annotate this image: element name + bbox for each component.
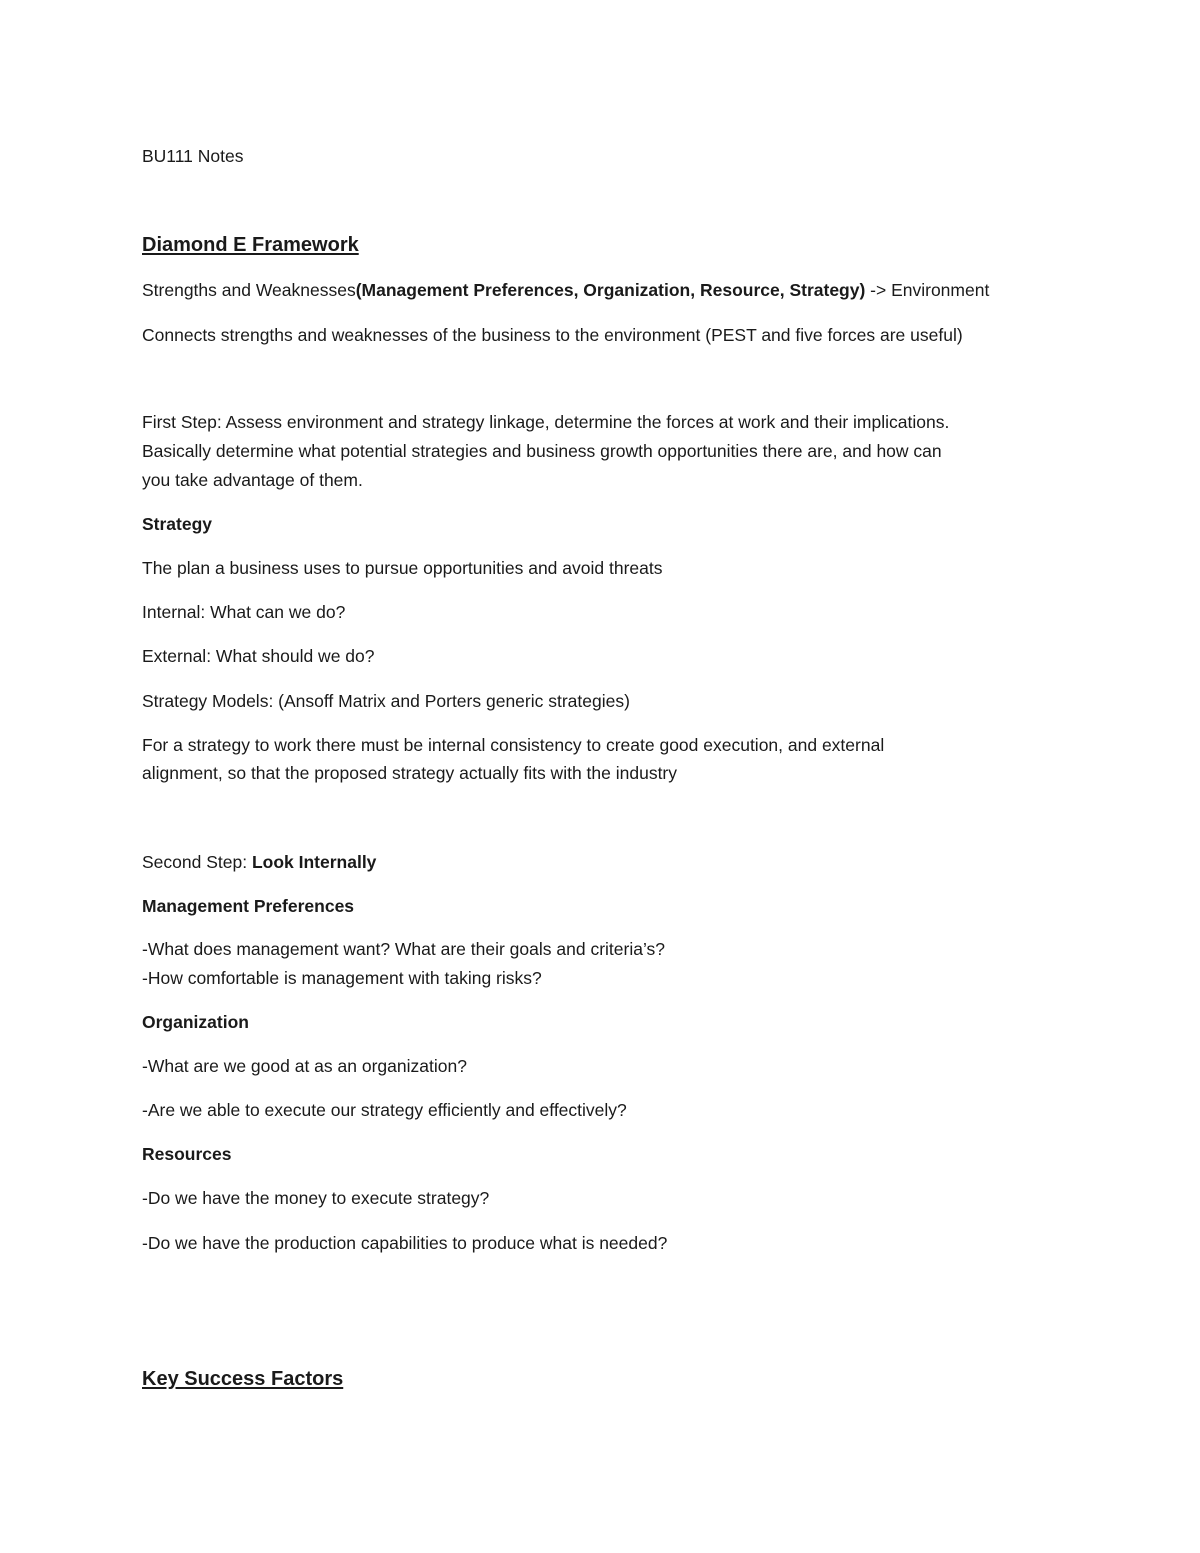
second-step-line (142, 851, 376, 873)
resources-question-1: -Do we have the money to execute strategy? (142, 1188, 490, 1208)
section-heading-diamond-e: Diamond E Framework (142, 234, 359, 256)
connects-line: Connects strengths and weaknesses of the business to the environment (PEST and five forces are useful) (142, 325, 963, 345)
management-preferences-heading: Management Preferences (142, 896, 355, 916)
resources-question-2: -Do we have the production capabilities to produce what is needed? (142, 1233, 668, 1253)
section-heading-key-success-factors: Key Success Factors (142, 1368, 344, 1390)
strengths-weaknesses-line (142, 279, 989, 301)
first-step-line-2: Basically determine what potential strategies and business growth opportunities there are, and how can (142, 441, 942, 461)
first-step-line-3: you take advantage of them. (142, 470, 363, 490)
first-step-line-1: First Step: Assess environment and strategy linkage, determine the forces at work and their implications. (142, 412, 950, 432)
strategy-definition: The plan a business uses to pursue opportunities and avoid threats (142, 558, 663, 578)
strategy-internal: Internal: What can we do? (142, 602, 346, 622)
strategy-models: Strategy Models: (Ansoff Matrix and Porters generic strategies) (142, 691, 630, 711)
strategy-heading: Strategy (142, 514, 213, 534)
organization-question-1: -What are we good at as an organization? (142, 1056, 467, 1076)
organization-question-2: -Are we able to execute our strategy efficiently and effectively? (142, 1100, 627, 1120)
strengths-weaknesses-components: (Management Preferences, Organization, Resource, Strategy) (355, 280, 866, 300)
document-title: BU111 Notes (142, 146, 244, 166)
second-step-label: Second Step: (142, 852, 252, 872)
resources-heading: Resources (142, 1144, 232, 1164)
strengths-weaknesses-text: Strengths and Weaknesses (142, 280, 356, 300)
strategy-external: External: What should we do? (142, 646, 375, 666)
strategy-consistency-line-1: For a strategy to work there must be internal consistency to create good execution, and external (142, 735, 885, 755)
organization-heading: Organization (142, 1012, 249, 1032)
strategy-consistency-line-2: alignment, so that the proposed strategy actually fits with the industry (142, 763, 678, 783)
second-step-title: Look Internally (251, 852, 377, 872)
strengths-weaknesses-arrow: -> Environment (865, 280, 990, 300)
management-question-2: -How comfortable is management with taking risks? (142, 968, 542, 988)
management-question-1: -What does management want? What are their goals and criteria’s? (142, 939, 666, 959)
